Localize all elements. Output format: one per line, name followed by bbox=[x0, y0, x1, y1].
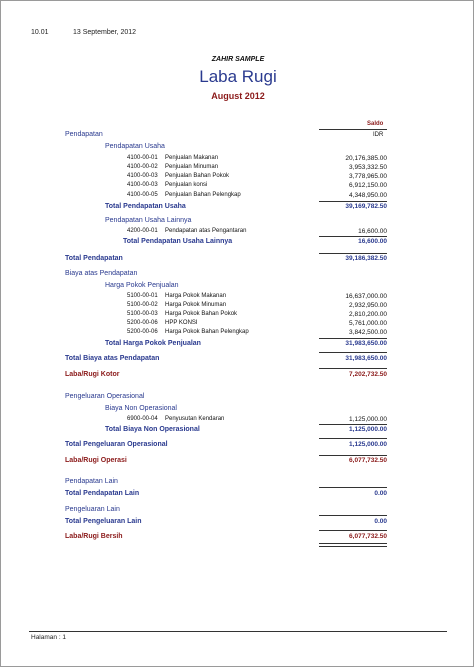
account-name: Penyusutan Kendaran bbox=[165, 416, 225, 422]
account-name: Penjualan Bahan Pokok bbox=[165, 173, 230, 179]
footer-rule bbox=[29, 631, 447, 632]
total-rule bbox=[319, 438, 387, 439]
account-code: 5100-00-02 bbox=[127, 302, 158, 308]
total-rule bbox=[319, 455, 387, 456]
account-code: 5200-00-06 bbox=[127, 320, 158, 326]
page-number: Halaman : 1 bbox=[31, 634, 67, 641]
account-code: 5100-00-01 bbox=[127, 293, 158, 299]
account-name: Pendapatan atas Pengantaran bbox=[165, 228, 247, 234]
total-pendapatan-usaha-amount: 39,169,782.50 bbox=[345, 203, 387, 210]
account-code: 4100-00-02 bbox=[127, 164, 158, 170]
subtotal-rule bbox=[319, 236, 387, 237]
total-pendapatan-lain-label: Total Pendapatan Lain bbox=[65, 490, 140, 497]
total-rule bbox=[319, 253, 387, 254]
subsection-non-operasional: Biaya Non Operasional bbox=[105, 405, 177, 412]
account-code: 6900-00-04 bbox=[127, 416, 158, 422]
account-name: Harga Pokok Bahan Pokok bbox=[165, 311, 238, 317]
laba-bersih-amount: 6,077,732.50 bbox=[349, 533, 387, 540]
total-rule bbox=[319, 515, 387, 516]
laba-operasi-label: Laba/Rugi Operasi bbox=[65, 457, 127, 464]
account-amount: 6,912,150.00 bbox=[349, 182, 387, 189]
total-rule bbox=[319, 368, 387, 369]
account-name: Harga Pokok Bahan Pelengkap bbox=[165, 329, 249, 335]
header-rule bbox=[319, 129, 387, 130]
total-rule bbox=[319, 530, 387, 531]
subsection-hpp: Harga Pokok Penjualan bbox=[105, 282, 179, 289]
print-time: 10.01 bbox=[31, 29, 49, 36]
account-amount: 3,953,332.50 bbox=[349, 164, 387, 171]
double-rule bbox=[319, 543, 387, 547]
account-code: 4100-00-05 bbox=[127, 192, 158, 198]
account-amount: 2,810,200.00 bbox=[349, 311, 387, 318]
account-name: Harga Pokok Makanan bbox=[165, 293, 227, 299]
section-pendapatan: Pendapatan bbox=[65, 131, 103, 138]
laba-kotor-label: Laba/Rugi Kotor bbox=[65, 371, 120, 378]
account-amount: 16,600.00 bbox=[358, 228, 387, 235]
total-pendapatan-label: Total Pendapatan bbox=[65, 255, 123, 262]
column-saldo: Saldo bbox=[367, 121, 384, 127]
account-name: Harga Pokok Minuman bbox=[165, 302, 227, 308]
total-pendapatan-amount: 39,186,382.50 bbox=[345, 255, 387, 262]
subsection-pendapatan-lainnya: Pendapatan Usaha Lainnya bbox=[105, 217, 192, 224]
subtotal-rule bbox=[319, 338, 387, 339]
total-pendapatan-lainnya-label: Total Pendapatan Usaha Lainnya bbox=[123, 238, 233, 245]
account-code: 4100-00-01 bbox=[127, 155, 158, 161]
account-amount: 3,842,500.00 bbox=[349, 329, 387, 336]
subtotal-rule bbox=[319, 424, 387, 425]
total-pengeluaran-lain-amount: 0.00 bbox=[374, 518, 387, 525]
account-amount: 3,778,965.00 bbox=[349, 173, 387, 180]
total-non-operasional-label: Total Biaya Non Operasional bbox=[105, 426, 200, 433]
section-pengeluaran-lain: Pengeluaran Lain bbox=[65, 506, 120, 513]
account-code: 4100-00-03 bbox=[127, 182, 158, 188]
total-pendapatan-lainnya-amount: 16,600.00 bbox=[358, 238, 387, 245]
section-biaya: Biaya atas Pendapatan bbox=[65, 270, 138, 277]
account-name: HPP KONSI bbox=[165, 320, 198, 326]
total-pengeluaran-lain-label: Total Pengeluaran Lain bbox=[65, 518, 142, 525]
total-biaya-label: Total Biaya atas Pendapatan bbox=[65, 355, 160, 362]
account-code: 5100-00-03 bbox=[127, 311, 158, 317]
total-pendapatan-usaha-label: Total Pendapatan Usaha bbox=[105, 203, 186, 210]
account-name: Penjualan Makanan bbox=[165, 155, 219, 161]
laba-bersih-label: Laba/Rugi Bersih bbox=[65, 533, 123, 540]
account-amount: 20,176,385.00 bbox=[345, 155, 387, 162]
laba-operasi-amount: 6,077,732.50 bbox=[349, 457, 387, 464]
subsection-pendapatan-usaha: Pendapatan Usaha bbox=[105, 143, 165, 150]
subtotal-rule bbox=[319, 201, 387, 202]
total-rule bbox=[319, 352, 387, 353]
total-biaya-amount: 31,983,650.00 bbox=[345, 355, 387, 362]
company-name: ZAHIR SAMPLE bbox=[211, 56, 265, 63]
account-amount: 16,637,000.00 bbox=[345, 293, 387, 300]
account-code: 5200-00-06 bbox=[127, 329, 158, 335]
section-pengeluaran: Pengeluaran Operasional bbox=[65, 393, 145, 400]
report-title: Laba Rugi bbox=[199, 67, 277, 86]
account-amount: 2,932,950.00 bbox=[349, 302, 387, 309]
total-pengeluaran-amount: 1,125,000.00 bbox=[349, 441, 387, 448]
account-name: Penjualan konsi bbox=[165, 182, 208, 188]
print-date: 13 September, 2012 bbox=[73, 29, 137, 36]
account-code: 4200-00-01 bbox=[127, 228, 158, 234]
laba-kotor-amount: 7,202,732.50 bbox=[349, 371, 387, 378]
total-pengeluaran-label: Total Pengeluaran Operasional bbox=[65, 441, 168, 448]
account-name: Penjualan Minuman bbox=[165, 164, 219, 170]
account-code: 4100-00-03 bbox=[127, 173, 158, 179]
section-pendapatan-lain: Pendapatan Lain bbox=[65, 478, 118, 485]
total-non-operasional-amount: 1,125,000.00 bbox=[349, 426, 387, 433]
total-hpp-amount: 31,983,650.00 bbox=[345, 340, 387, 347]
total-hpp-label: Total Harga Pokok Penjualan bbox=[105, 340, 201, 347]
total-rule bbox=[319, 487, 387, 488]
column-currency: IDR bbox=[373, 132, 384, 138]
account-amount: 4,348,950.00 bbox=[349, 192, 387, 199]
account-name: Penjualan Bahan Pelengkap bbox=[165, 192, 241, 198]
account-amount: 1,125,000.00 bbox=[349, 416, 387, 423]
account-amount: 5,761,000.00 bbox=[349, 320, 387, 327]
report-period: August 2012 bbox=[211, 91, 265, 101]
total-pendapatan-lain-amount: 0.00 bbox=[374, 490, 387, 497]
